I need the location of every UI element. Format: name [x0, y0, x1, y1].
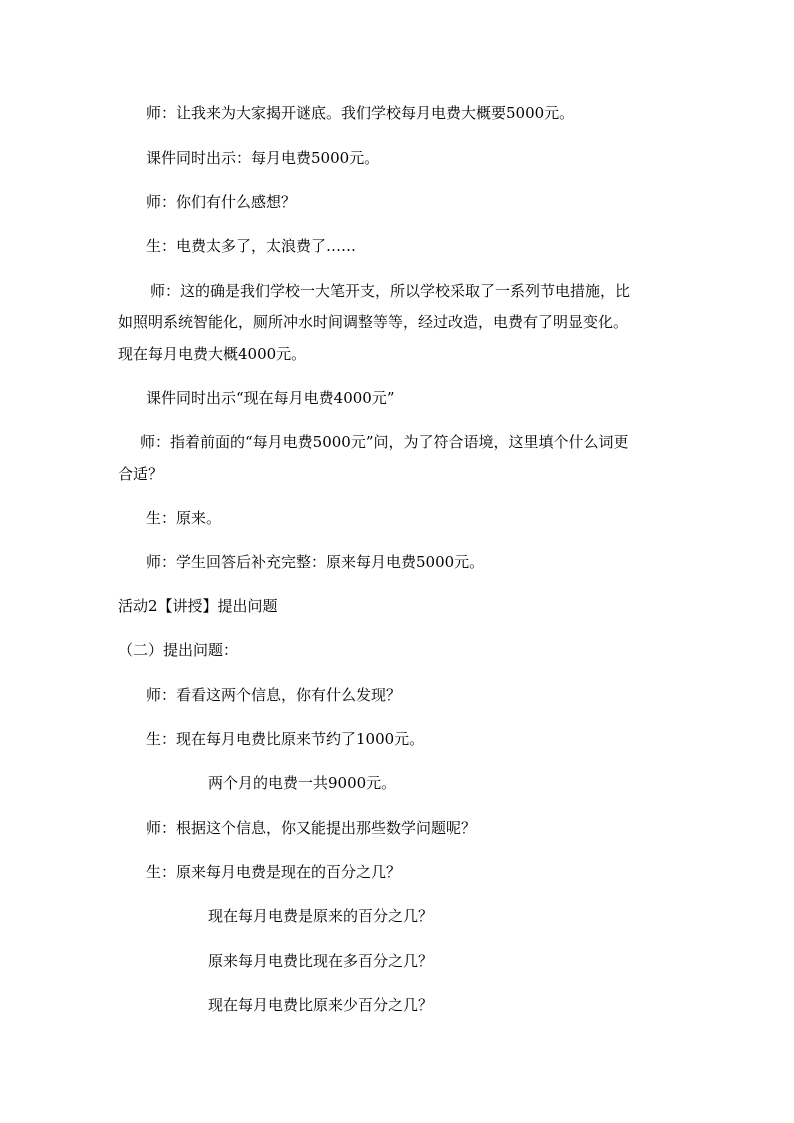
paragraph-line: 现在每月电费是原来的百分之几？ — [208, 907, 434, 925]
paragraph-line: 师：这的确是我们学校一大笔开支，所以学校采取了一系列节电措施，比 — [150, 282, 631, 300]
paragraph-line: 师：让我来为大家揭开谜底。我们学校每月电费大概要5000元。 — [146, 104, 575, 122]
paragraph-line: 师：你们有什么感想？ — [146, 193, 297, 211]
paragraph-line: 合适？ — [118, 465, 164, 483]
paragraph-line: 师：学生回答后补充完整：原来每月电费5000元。 — [146, 553, 485, 571]
paragraph-line: 师：指着前面的“每月电费5000元”问，为了符合语境，这里填个什么词更 — [140, 433, 629, 451]
subsection-heading: （二）提出问题： — [118, 641, 239, 659]
paragraph-line: 现在每月电费大概4000元。 — [118, 345, 307, 363]
section-heading: 活动2【讲授】提出问题 — [118, 597, 278, 615]
paragraph-line: 如照明系统智能化，厕所冲水时间调整等等，经过改造，电费有了明显变化。 — [118, 313, 629, 331]
paragraph-line: 课件同时出示“现在每月电费4000元” — [146, 389, 395, 407]
paragraph-line: 师：根据这个信息，你又能提出那些数学问题呢？ — [146, 819, 477, 837]
paragraph-line: 生：电费太多了，太浪费了…… — [146, 237, 357, 255]
paragraph-line: 现在每月电费比原来少百分之几？ — [208, 996, 434, 1014]
paragraph-line: 生：原来每月电费是现在的百分之几？ — [146, 863, 402, 881]
paragraph-line: 生：原来。 — [146, 509, 222, 527]
paragraph-line: 生：现在每月电费比原来节约了1000元。 — [146, 730, 425, 748]
paragraph-line: 课件同时出示：每月电费5000元。 — [146, 149, 380, 167]
paragraph-line: 两个月的电费一共9000元。 — [208, 774, 397, 792]
paragraph-line: 师：看看这两个信息，你有什么发现？ — [146, 686, 402, 704]
paragraph-line: 原来每月电费比现在多百分之几？ — [208, 952, 434, 970]
